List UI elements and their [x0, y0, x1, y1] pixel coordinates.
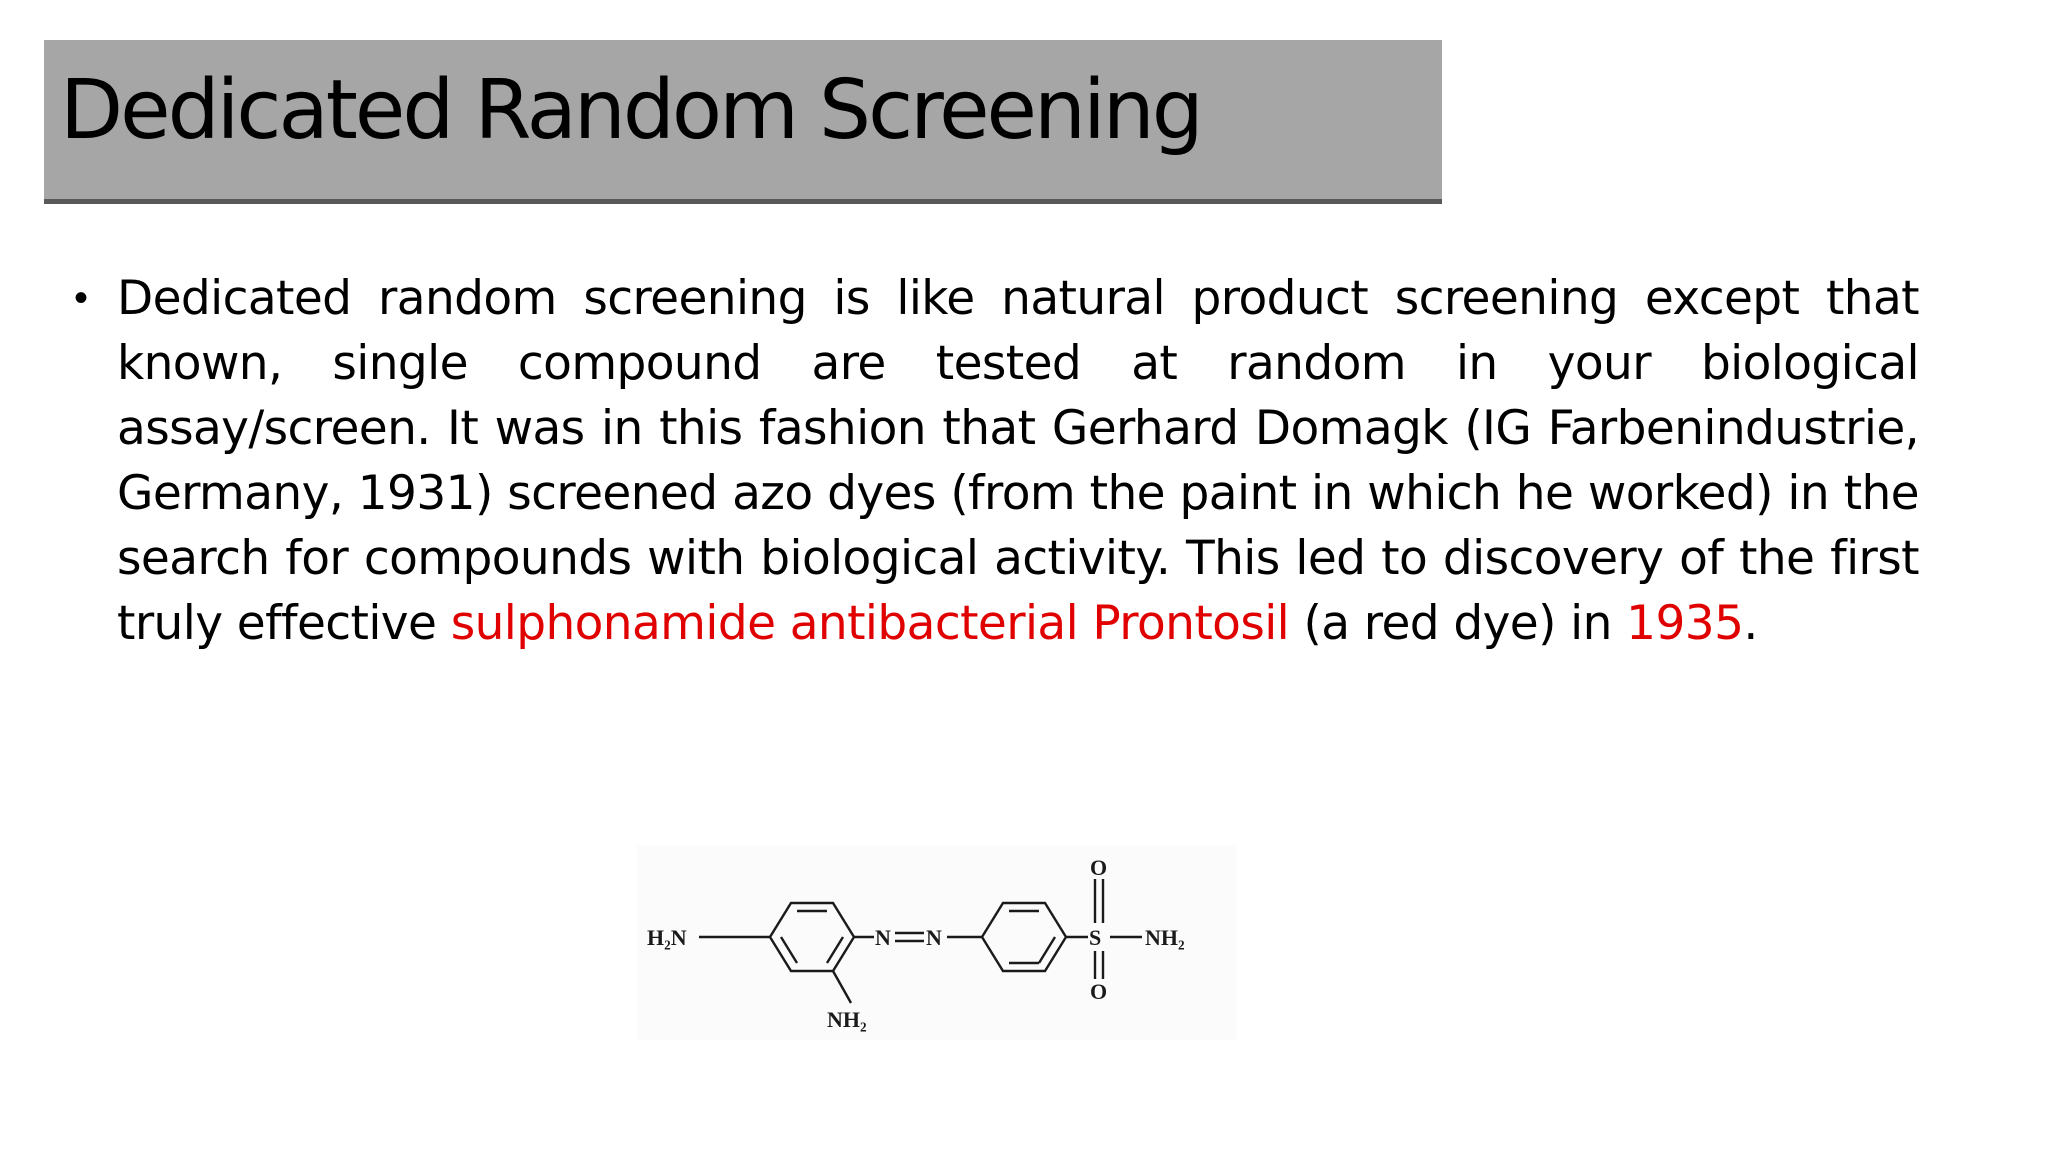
text-segment: . [1743, 596, 1758, 651]
label-nh2-bottom: NH₂ [827, 1007, 867, 1032]
label-o-bottom: O [1090, 979, 1108, 1004]
label-o-top: O [1090, 855, 1108, 880]
highlight-year: 1935 [1626, 596, 1744, 651]
left-benzene-ring [770, 903, 854, 971]
title-bar [44, 40, 1442, 204]
highlight-prontosil: sulphonamide antibacterial Prontosil [450, 596, 1290, 651]
right-benzene-ring [982, 903, 1066, 971]
prontosil-structure-svg [637, 845, 1237, 1040]
bullet-paragraph [117, 266, 1919, 656]
slide-title: Dedicated Random Screening [60, 63, 1201, 158]
label-s: S [1089, 925, 1102, 950]
label-n2: N [926, 925, 942, 950]
prontosil-structure-image [637, 845, 1237, 1040]
content-area [74, 266, 1919, 656]
label-nh2-right: NH₂ [1145, 925, 1185, 950]
bullet-icon: • [74, 276, 89, 320]
label-n1: N [875, 925, 891, 950]
text-segment: Dedicated random screening is like natural product screening except that known, single compound are tested at random in your biological assay/screen. It was in this fashion that Gerhard Domagk (IG Farbenindustrie, Germany, 1931) screened azo dyes (from the paint in which he worked) in the search for compounds with biological activity. This led to discovery of the first truly effective [117, 271, 1919, 651]
bond-ring-nh2-bottom [833, 971, 851, 1003]
text-segment: (a red dye) in [1289, 596, 1627, 651]
label-h2n: H₂N [647, 925, 687, 950]
